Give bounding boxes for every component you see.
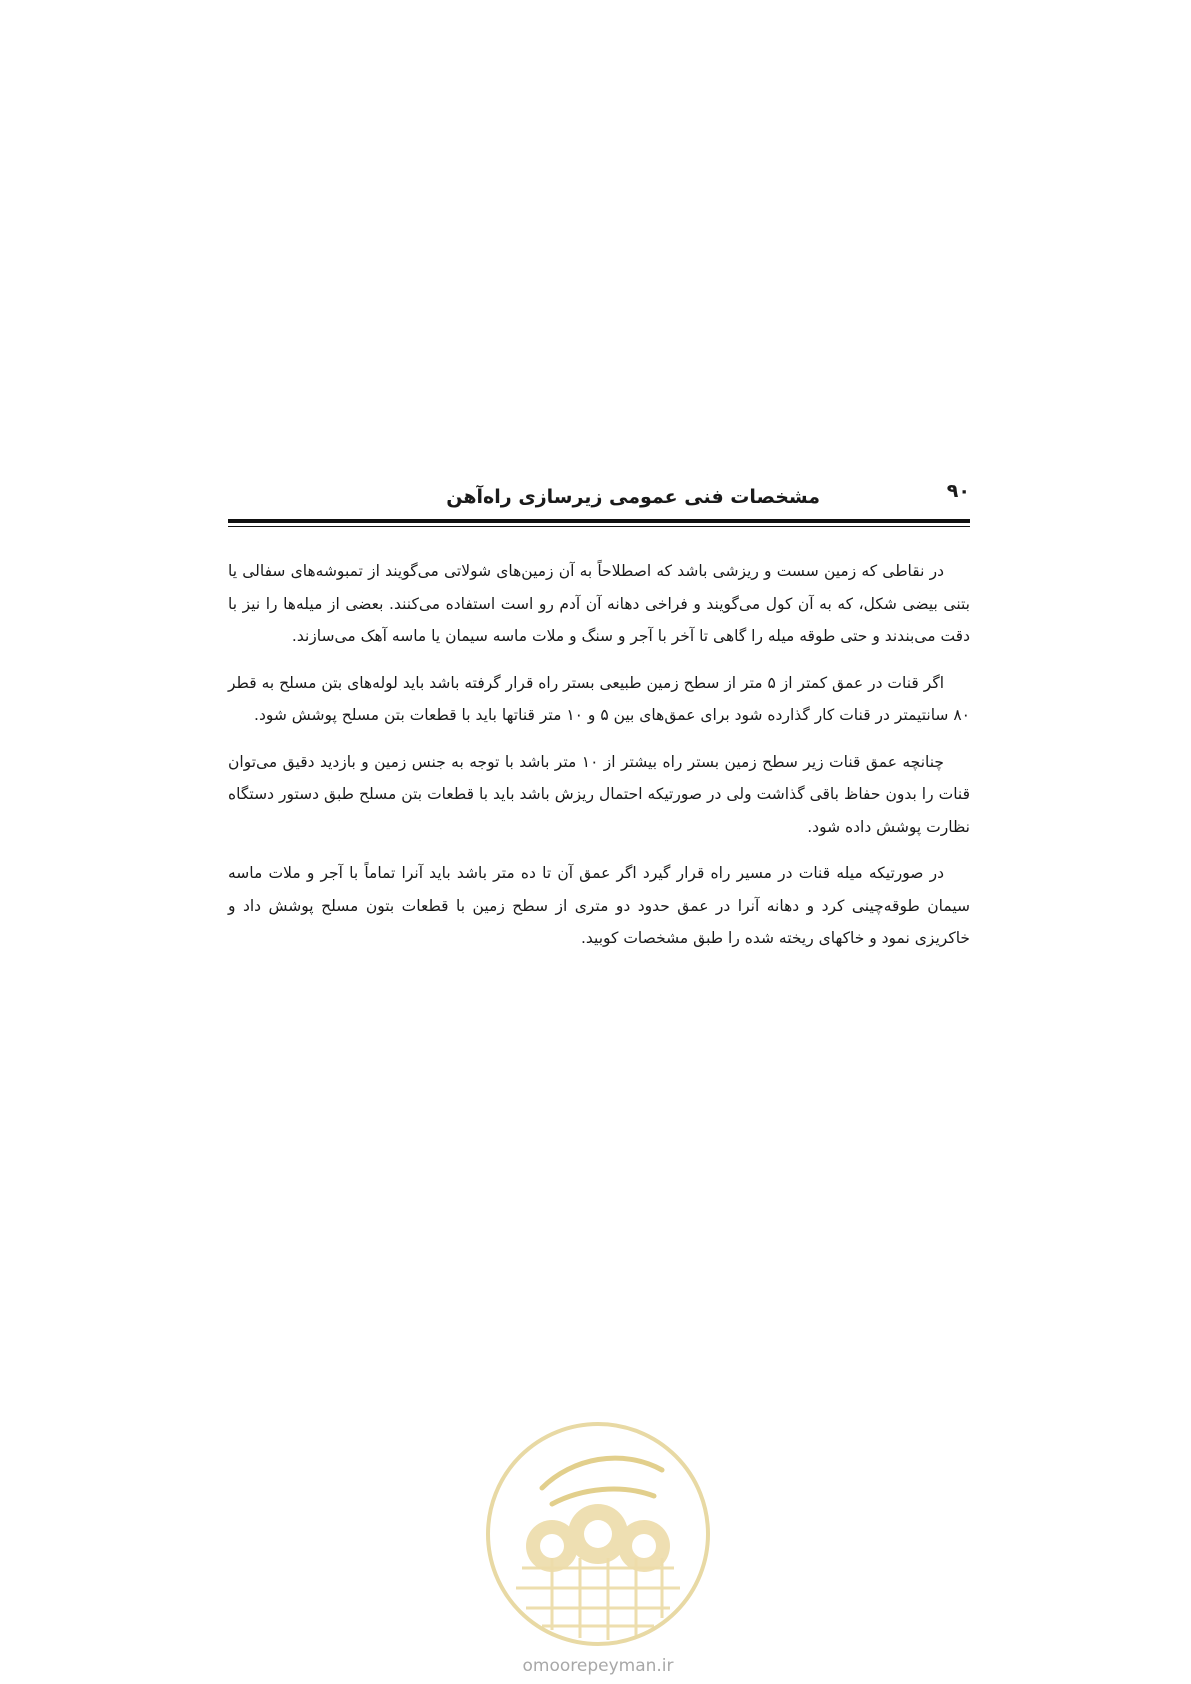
header-rule-thin xyxy=(228,526,970,527)
page-header xyxy=(228,476,970,524)
paragraph-1: در نقاطی که زمین سست و ریزشی باشد که اصطلاحاً به آن زمین‌های شولاتی می‌گویند از تمبوشه‌های سفالی یا بتنی بیضی شکل، که به آن کول می‌گویند و فراخی دهانه آن آدم رو است استفاده می‌کنند. بعضی از میله‌ها را نیز با دقت می‌بندند و حتی طوقه میله را گاهی تا آخر با آجر و سنگ و ملات ماسه سیمان یا ماسه آهک می‌سازند. xyxy=(228,562,970,645)
header-rule-thick xyxy=(228,519,970,523)
paragraph-3: چنانچه عمق قنات زیر سطح زمین بستر راه بیشتر از ۱۰ متر باشد با توجه به جنس زمین و بازدید دقیق می‌توان قنات را بدون حفاظ باقی گذاشت ولی در صورتیکه احتمال ریزش باشد باید با قطعات بتن مسلح طبق دستور دستگاه نظارت پوشش داده شود. xyxy=(228,752,970,836)
header-title: مشخصات فنی عمومی زیرسازی راه‌آهن xyxy=(446,486,820,508)
watermark-logo xyxy=(482,1418,714,1650)
body-text xyxy=(228,555,970,969)
watermark-url: omoorepeyman.ir xyxy=(522,1656,674,1676)
paragraph-4: در صورتیکه میله قنات در مسیر راه قرار گیرد اگر عمق آن تا ده متر باشد باید آنرا تماماً با آجر و ملات ماسه سیمان طوقه‌چینی کرد و دهانه آنرا در عمق حدود دو متری از سطح زمین با قطعات بتون مسلح پوشش داد و خاکریزی نمود و خاکهای ریخته شده را طبق مشخصات کوبید. xyxy=(228,864,970,947)
page-number: ۹۰ xyxy=(946,480,970,502)
paragraph-2: اگر قنات در عمق کمتر از ۵ متر از سطح زمین طبیعی بستر راه قرار گرفته باشد باید لوله‌های بتن مسلح به قطر ۸۰ سانتیمتر در قنات کار گذارده شود برای عمق‌های بین ۵ و ۱۰ متر قناتها باید با قطعات بتن مسلح پوشش شود. xyxy=(228,673,970,724)
